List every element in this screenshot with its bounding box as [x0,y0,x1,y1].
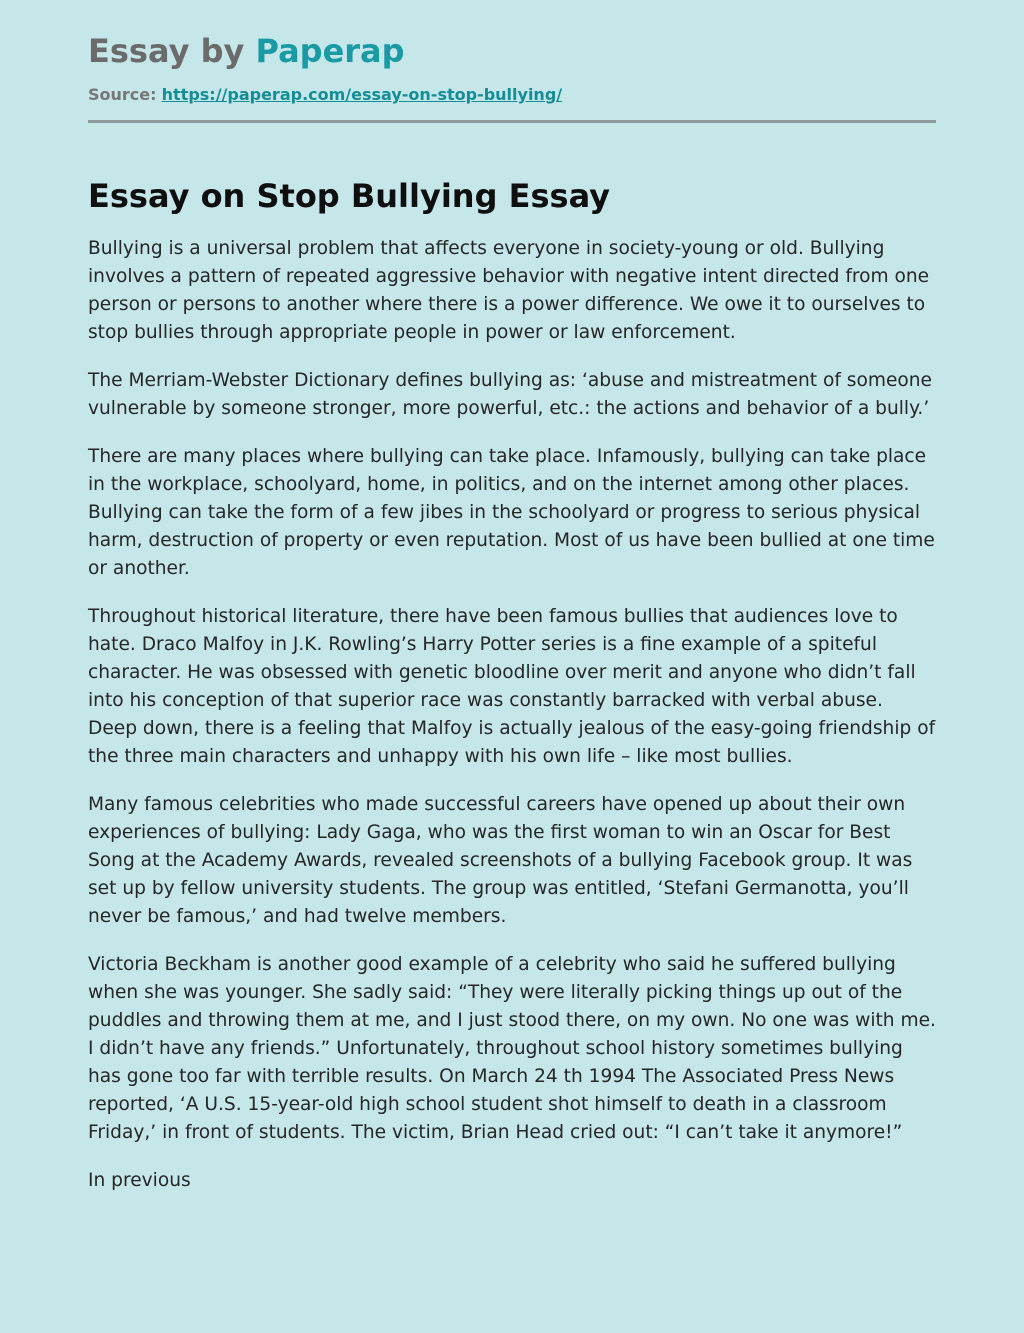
essay-paragraph: Many famous celebrities who made successful careers have opened up about their own experiences of bullying: Lady Gaga, who was the first woman to win an Oscar for Best Song at the Academy Awards, revealed screenshots of a bullying Facebook group. It was set up by fellow university students. The group was entitled, ‘Stefani Germanotta, you’ll never be famous,’ and had twelve members. [88,794,913,927]
brand-prefix: Essay by [88,32,256,70]
header-divider [88,120,936,123]
essay-paragraph: In previous [88,1170,191,1191]
essay-paragraph: Throughout historical literature, there have been famous bullies that audiences love to hate. Draco Malfoy in J.K. Rowling’s Harry Potter series is a fine example of a spiteful character. He was obsessed with genetic bloodline over merit and anyone who didn’t fall into his conception of that superior race was constantly barracked with verbal abuse. Deep down, there is a feeling that Malfoy is actually jealous of the easy-going friendship of the three main characters and unhappy with his own life – like most bullies. [88,606,936,767]
essay-body [88,235,936,1195]
essay-content [88,175,936,1195]
essay-paragraph: Victoria Beckham is another good example of a celebrity who said he suffered bullying when she was younger. She sadly said: “They were literally picking things up out of the puddles and throwing them at me, and I just stood there, on my own. No one was with me. I didn’t have any friends.” Unfortunately, throughout school history sometimes bullying has gone too far with terrible results. On March 24 th 1994 The Associated Press News reported, ‘A U.S. 15-year-old high school student shot himself to death in a classroom Friday,’ in front of students. The victim, Brian Head cried out: “I can’t take it anymore!” [88,954,936,1143]
essay-title: Essay on Stop Bullying Essay [88,177,611,215]
document-page [88,0,936,1195]
site-header [88,30,936,123]
essay-paragraph: The Merriam-Webster Dictionary defines bullying as: ‘abuse and mistreatment of someone vulnerable by someone stronger, more powerful, etc.: the actions and behavior of a bully.’ [88,370,932,419]
essay-paragraph: Bullying is a universal problem that affects everyone in society-young or old. Bullying involves a pattern of repeated aggressive behavior with negative intent directed from one person or persons to another where there is a power difference. We owe it to ourselves to stop bullies through appropriate people in power or law enforcement. [88,238,930,343]
brand-name: Paperap [255,32,405,70]
source-label: Source: [88,85,157,104]
source-line [88,84,936,106]
brand-logo[interactable] [88,30,936,72]
essay-paragraph: There are many places where bullying can take place. Infamously, bullying can take place in the workplace, schoolyard, home, in politics, and on the internet among other places. Bullying can take the form of a few jibes in the schoolyard or progress to serious physical harm, destruction of property or even reputation. Most of us have been bullied at one time or another. [88,446,935,579]
source-link[interactable]: https://paperap.com/essay-on-stop-bullying/ [161,85,563,104]
